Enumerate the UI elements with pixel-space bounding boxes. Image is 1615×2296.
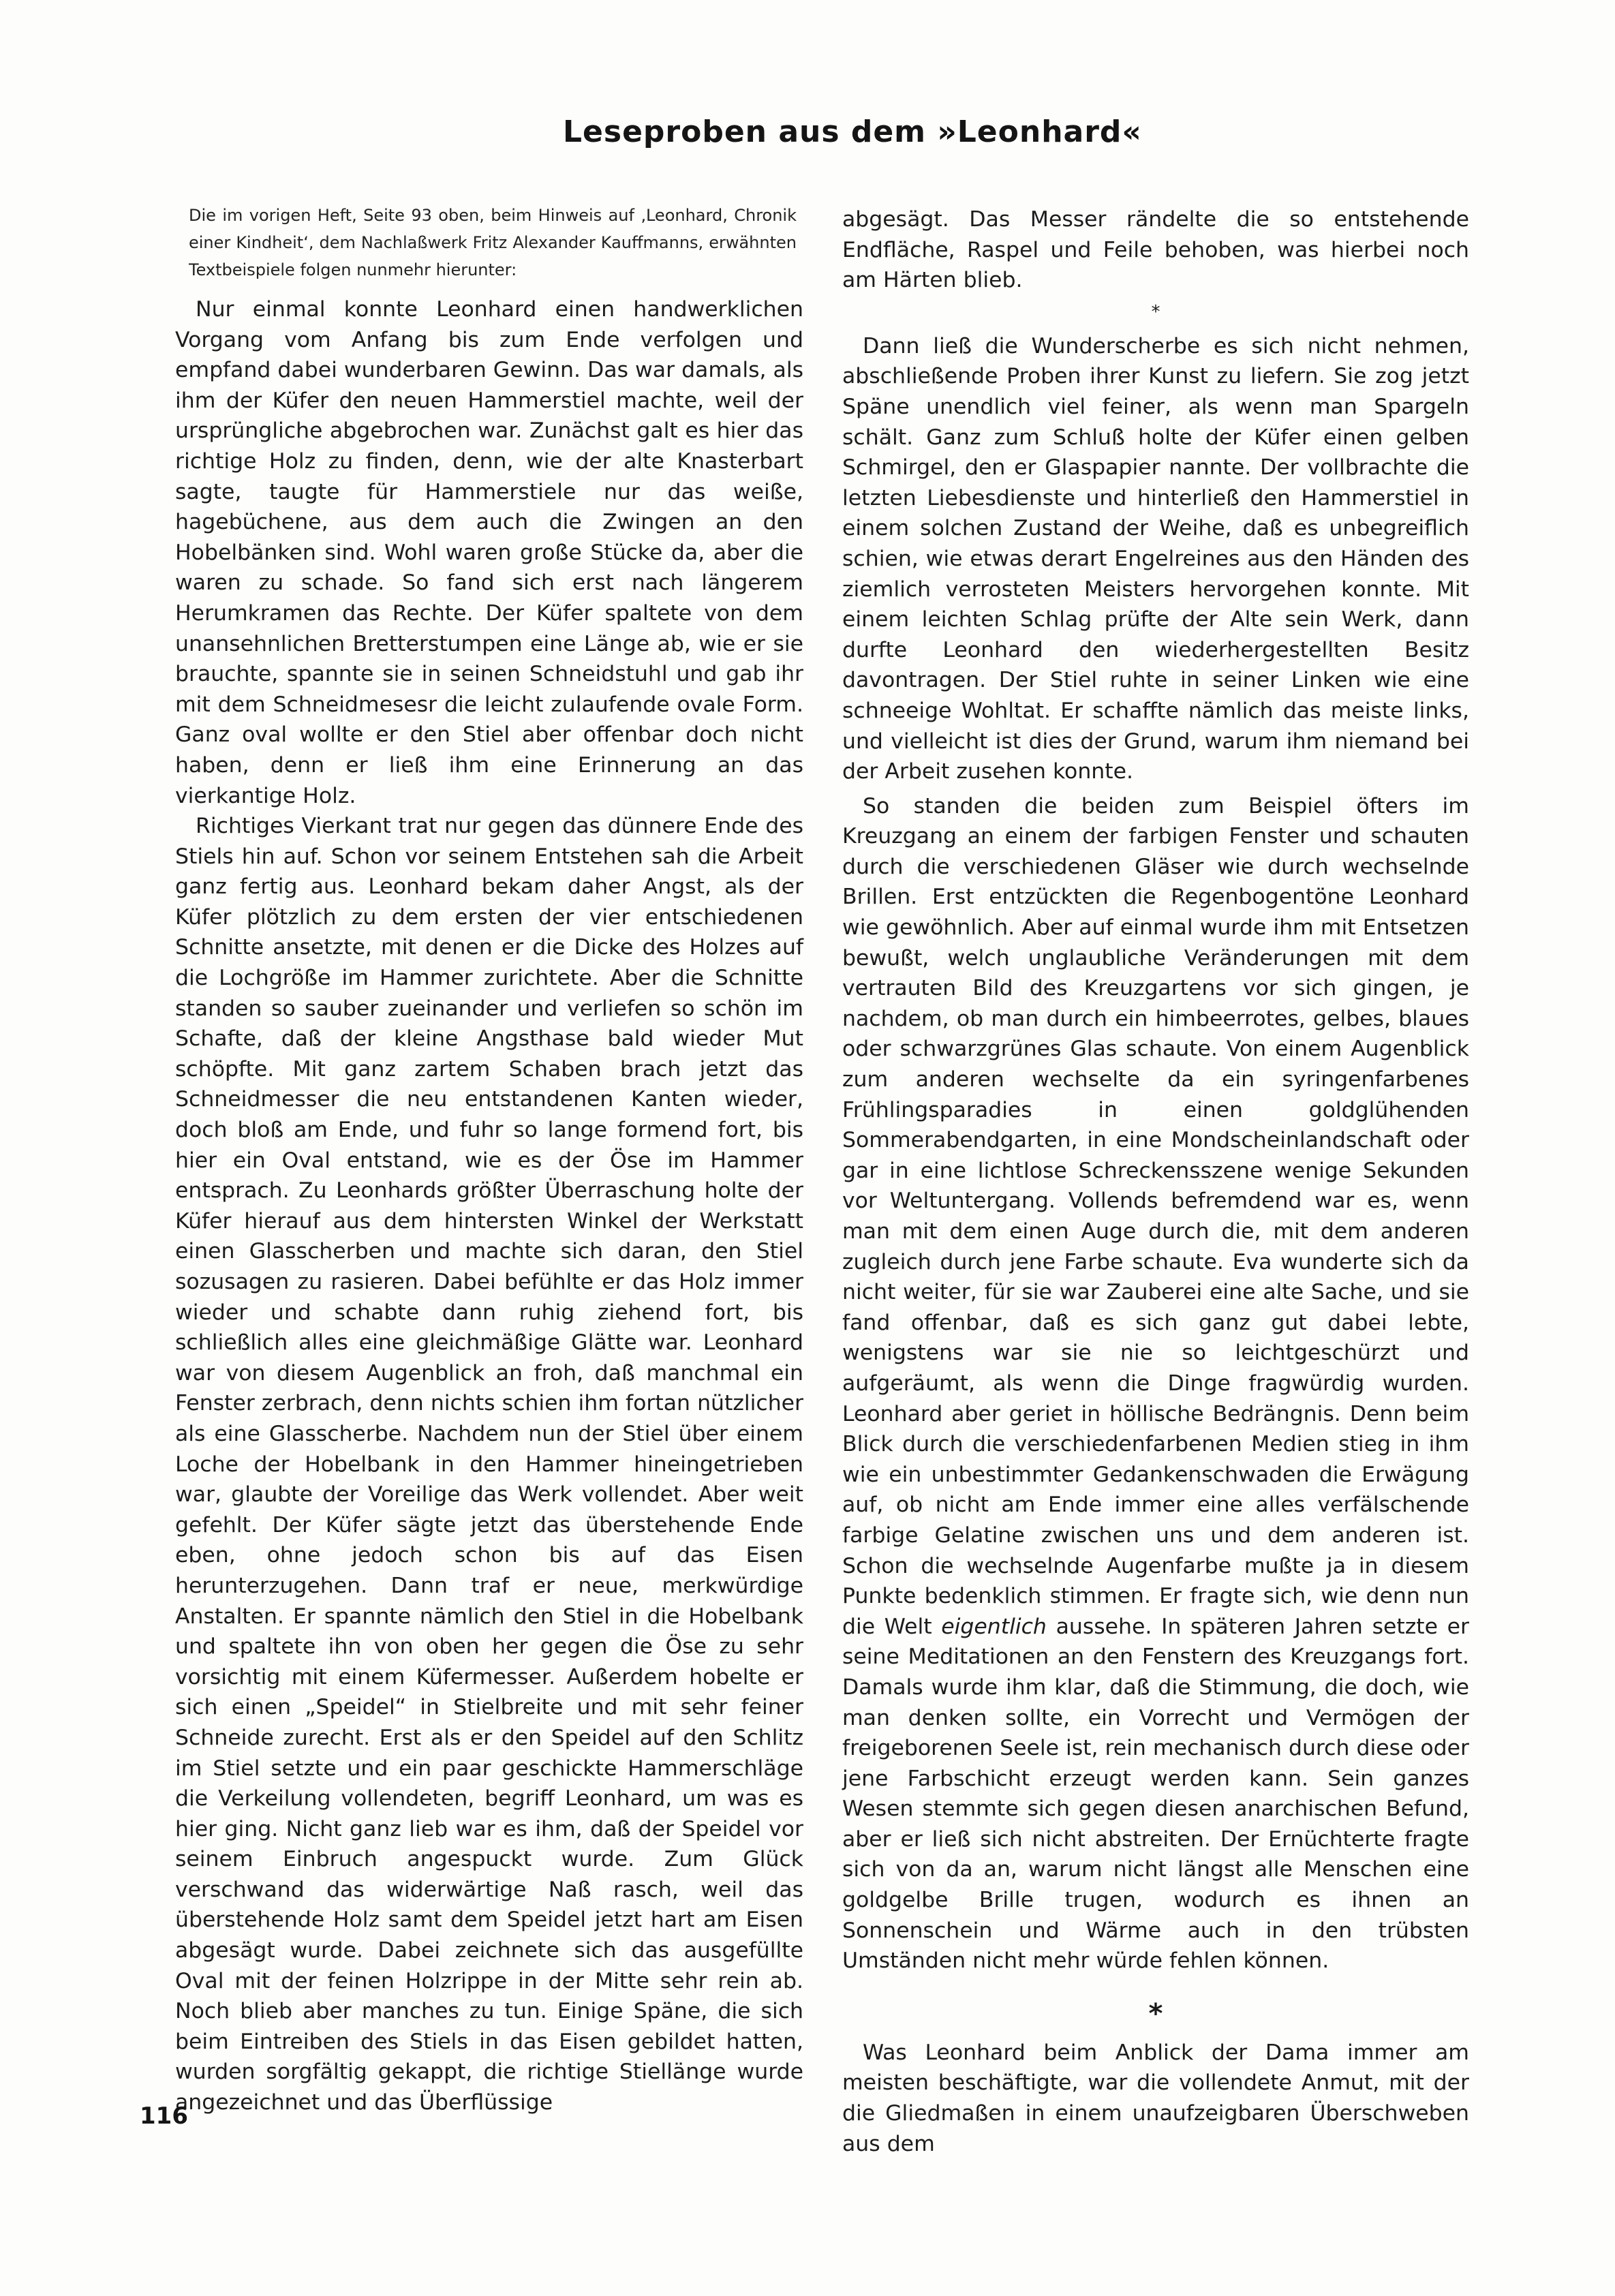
paragraph: Was Leonhard beim Anblick der Dama immer am meisten beschäftigte, war die vollendete Anmut, mit der die Gliedmaßen in einem unaufzeigbaren Überschweben aus dem xyxy=(842,2040,1469,2156)
intro-note: Die im vorigen Heft, Seite 93 oben, beim Hinweis auf ‚Leonhard, Chronik einer Kindheit‘, dem Nachlaßwerk Fritz Alexander Kauffmanns, erwähnten Textbeispiele folgen nunmehr hierunter: xyxy=(189,206,797,279)
section-separator: * xyxy=(1148,1997,1163,2030)
left-column xyxy=(175,202,803,2118)
section-separator: * xyxy=(1151,301,1160,322)
paragraph-part: aussehe. In späteren Jahren setzte er seine Meditationen an den Fenstern des Kreuzgangs fort. Damals wurde ihm klar, daß die Stimmung, die doch, wie man denken sollte, ein Vorrecht und Vermögen der freigeborenen Seele ist, rein mechanisch durch diese oder jene Farbschicht erzeugt werden kann. Sein ganzes Wesen stemmte sich gegen diesen anarchischen Befund, aber er ließ sich nicht abstreiten. Der Ernüchterte fragte sich von da an, warum nicht längst alle Menschen eine goldgelbe Brille trugen, wodurch es ihnen an Sonnenschein und Wärme auch in den trübsten Umständen nicht mehr würde fehlen können. xyxy=(842,1614,1470,1974)
page-number: 116 xyxy=(140,2102,188,2130)
paragraph: Dann ließ die Wunderscherbe es sich nicht nehmen, abschließende Proben ihrer Kunst zu liefern. Sie zog jetzt Späne unendlich viel feiner, als wenn man Spargeln schält. Ganz zum Schluß holte der Küfer einen gelben Schmirgel, den er Glaspapier nannte. Der vollbrachte die letzten Liebesdienste und hinterließ den Hammerstiel in einem solchen Zustand der Weihe, daß es unbegreiflich schien, wie etwas derart Engelreines aus den Händen des ziemlich verrosteten Meisters hervorgehen konnte. Mit einem leichten Schlag prüfte der Alte sein Werk, dann durfte Leonhard den wiederhergestellten Besitz davontragen. Der Stiel ruhte in seiner Linken wie eine schneeige Wohltat. Er schaffte nämlich das meiste links, und vielleicht ist dies der Grund, warum ihm niemand bei der Arbeit zusehen konnte. xyxy=(842,333,1469,784)
paragraph: Nur einmal konnte Leonhard einen handwerklichen Vorgang vom Anfang bis zum Ende verfolgen und empfand dabei wunderbaren Gewinn. Das war damals, als ihm der Küfer den neuen Hammerstiel machte, weil der ursprüngliche abgebrochen war. Zunächst galt es hier das richtige Holz zu finden, denn, wie der alte Knasterbart sagte, taugte für Hammerstiele nur das weiße, hagebüchene, aus dem auch die Zwingen an den Hobelbänken sind. Wohl waren große Stücke da, aber die waren zu schade. So fand sich erst nach längerem Herumkramen das Rechte. Der Küfer spaltete von dem unansehnlichen Bretterstumpen eine Länge ab, wie er sie brauchte, spannte sie in seinen Schneidstuhl und gab ihr mit dem Schneidmesesr die leicht zulaufende ovale Form. Ganz oval wollte er den Stiel aber offenbar doch nicht haben, denn er ließ ihm eine Erinnerung an das vierkantige Holz. xyxy=(175,297,804,808)
paragraph xyxy=(842,791,1469,1976)
right-column xyxy=(842,204,1469,2159)
paragraph-part: So standen die beiden zum Beispiel öfters im Kreuzgang an einem der farbigen Fenster und schauten durch die verschiedenen Gläser wie durch wechselnde Brillen. Erst entzückten die Regenbogentöne Leonhard wie gewöhnlich. Aber auf einmal wurde ihm mit Entsetzen bewußt, welch unglaubliche Veränderungen mit dem vertrauten Bild des Kreuzgartens vor sich gingen, je nachdem, ob man durch ein himbeerrotes, gelbes, blaues oder schwarzgrünes Glas schaute. Von einem Augenblick zum anderen wechselte da ein syringenfarbenes Frühlingsparadies in einen goldglühenden Sommerabendgarten, in eine Mondscheinlandschaft oder gar in eine lichtlose Schreckensszene wenige Sekunden vor Weltuntergang. Vollends befremdend war es, wenn man mit dem einen Auge durch die, mit dem anderen zugleich durch jene Farbe schaute. Eva wunderte sich da nicht weiter, für sie war Zauberei eine alte Sache, und sie fand offenbar, daß es sich ganz gut dabei lebte, wenigstens war sie nie so leichtgeschürzt und aufgeräumt, als wenn die Dinge fragwürdig wurden. Leonhard aber geriet in höllische Bedrängnis. Denn beim Blick durch die verschiedenfarbenen Medien stieg in ihm wie ein unbestimmter Gedankenschwaden die Erwägung auf, ob nicht am Ende immer eine alles verfälschende farbige Gelatine zwischen uns und dem anderen ist. Schon die wechselnde Augenfarbe mußte ja in diesem Punkte bedenklich stimmen. Er fragte sich, wie denn nun die Welt xyxy=(842,793,1469,1639)
paragraph: Richtiges Vierkant trat nur gegen das dünnere Ende des Stiels hin auf. Schon vor seinem Entstehen sah die Arbeit ganz fertig aus. Leonhard bekam daher Angst, als der Küfer plötzlich zu dem ersten der vier entschiedenen Schnitte ansetzte, mit denen er die Dicke des Holzes auf die Lochgröße im Hammer zurichtete. Aber die Schnitte standen so sauber zueinander und verliefen so schön im Schafte, daß der kleine Angsthase bald wieder Mut schöpfte. Mit ganz zartem Schaben brach jetzt das Schneidmesser die neu entstandenen Kanten wieder, doch bloß am Ende, und fuhr so lange formend fort, bis hier ein Oval entstand, wie es der Öse im Hammer entsprach. Zu Leonhards größter Überraschung holte der Küfer hierauf aus dem hintersten Winkel der Werkstatt einen Glasscherben und machte sich daran, den Stiel sozusagen zu rasieren. Dabei befühlte er das Holz immer wieder und schabte dann ruhig ziehend fort, bis schließlich alles eine gleichmäßige Glätte war. Leonhard war von diesem Augenblick an froh, daß manchmal ein Fenster zerbrach, denn nichts schien ihm fortan nützlicher als eine Glasscherbe. Nachdem nun der Stiel über einem Loche der Hobelbank in den Hammer hineingetrieben war, glaubte der Voreilige das Werk vollendet. Aber weit gefehlt. Der Küfer sägte jetzt das überstehende Ende eben, ohne jedoch schon bis auf das Eisen herunterzugehen. Dann traf er neue, merkwürdige Anstalten. Er spannte nämlich den Stiel in die Hobelbank und spaltete ihn von oben her gegen die Öse zu sehr vorsichtig mit einem Küfermesser. Außerdem hobelte er sich einen „Speidel“ in Stielbreite und mit sehr feiner Schneide zurecht. Erst als er den Speidel auf den Schlitz im Stiel setzte und ein paar geschickte Hammerschläge die Verkeilung vollendeten, begriff Leonhard, um was es hier ging. Nicht ganz lieb war es ihm, daß der Speidel vor seinem Einbruch angespuckt wurde. Zum Glück verschwand das widerwärtige Naß rasch, weil das überstehende Holz samt dem Speidel jetzt hart am Eisen abgesägt wurde. Dabei zeichnete sich das ausgefüllte Oval mit der feinen Holzrippe in der Mitte sehr rein ab. Noch blieb aber manches zu tun. Einige Späne, die sich beim Eintreiben des Stiels in das Eisen gebildet hatten, wurden sorgfältig gekappt, die richtige Stiellänge wurde angezeichnet und das Überflüssige xyxy=(175,814,803,2115)
paragraph: abgesägt. Das Messer rändelte die so entstehende Endfläche, Raspel und Feile behoben, was hierbei noch am Härten blieb. xyxy=(842,207,1469,293)
page-title: Leseproben aus dem »Leonhard« xyxy=(563,114,1142,149)
emphasis: eigentlich xyxy=(941,1614,1047,1639)
